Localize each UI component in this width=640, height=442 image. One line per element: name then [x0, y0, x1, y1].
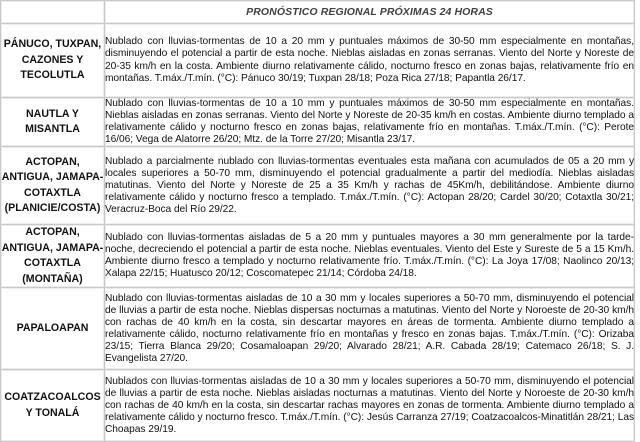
- table-row: [1, 225, 635, 288]
- region-name: ACTOPAN, ANTIGUA, JAMAPA-COTAXTLA (PLANICIE/COSTA): [1, 147, 105, 225]
- forecast-text: Nublado con lluvias-tormentas de 10 a 20 mm y puntuales máximos de 30-50 mm especialmente en montañas, disminuyendo el potencial a partir de esta noche. Nieblas aisladas en zonas serranas. Viento del Norte y Noreste de 20-35 km/h en la costa. Ambiente diurno relativamente cálido, nocturno fresco en zonas bajas, relativamente frío en montañas. T.máx./T.mín. (°C): Pánuco 30/19; Tuxpan 28/18; Poza Rica 27/18; Papantla 26/17.: [105, 24, 635, 98]
- forecast-text: Nublados con lluvias-tormentas aisladas de 10 a 30 mm y locales superiores a 50-70 mm, disminuyendo el potencial de lluvias a partir de esta noche. Nieblas aisladas nocturnas a matutinas. Viento del Norte y Noroeste de 20-30 km/h con rachas de 40 km/h en la costa, sin descartar rachas mayores en zonas de tormenta. Ambiente diurno templado a relativamente cálido y nocturno fresco. T.máx./T.mín. (°C): Jesús Carranza 27/19; Coatzacoalcos-Minatitlán 28/21; Las Choapas 29/19.: [105, 370, 635, 442]
- region-name: NAUTLA Y MISANTLA: [1, 98, 105, 147]
- table-header-row: [1, 1, 635, 24]
- table-row: [1, 147, 635, 225]
- table-row: [1, 24, 635, 98]
- table-row: [1, 98, 635, 147]
- forecast-text: Nublado con lluvias-tormentas aisladas de 10 a 30 mm y locales superiores a 50-70 mm, disminuyendo el potencial de lluvias a partir de esta noche. Nieblas dispersas nocturnas a matutinas. Viento del Norte y Noroeste de 20-30 km/h con rachas de 40 km/h en la costa, sin descartar mayores en áreas de tormenta. Ambiente diurno templado a relativamente cálido, nocturno relativamente frío en montañas y fresco en zonas bajas. T.máx./T.mín. (°C): Orizaba 23/15; Tierra Blanca 29/20; Cosamaloapan 29/20; Alvarado 28/21; A.R. Cabada 28/19; Catemaco 26/18; S. J. Evangelista 27/20.: [105, 288, 635, 370]
- region-name: PÁNUCO, TUXPAN, CAZONES Y TECOLUTLA: [1, 24, 105, 98]
- table-title: PRONÓSTICO REGIONAL PRÓXIMAS 24 HORAS: [105, 1, 635, 24]
- region-name: COATZACOALCOS Y TONALÁ: [1, 370, 105, 442]
- table-row: [1, 288, 635, 370]
- forecast-text: Nublado con lluvias-tormentas de 10 a 10 mm y puntuales máximos de 30-50 mm especialmente en montañas. Nieblas aisladas en zonas serranas. Viento del Norte y Noreste de 20-35 km/h en costas. Ambiente diurno templado a relativamente cálido y nocturno fresco en zonas bajas, relativamente frío en montañas. T.máx./T.mín. (°C): Perote 16/06; Vega de Alatorre 26/20; Mtz. de la Torre 27/20; Misantla 23/17.: [105, 98, 634, 146]
- forecast-text: Nublado con lluvias-tormentas aisladas de 5 a 20 mm y puntuales mayores a 30 mm generalmente por la tarde-noche, decreciendo el potencial a partir de esta noche. Nieblas eventuales. Viento del Este y Sureste de 5 a 15 Km/h. Ambiente diurno fresco a templado y nocturno relativamente frío. T.máx./T.mín. (°C): La Joya 17/08; Naolinco 20/13; Xalapa 22/15; Huatusco 20/12; Coscomatepec 21/14; Córdoba 24/18.: [105, 225, 635, 288]
- region-name: ACTOPAN, ANTIGUA, JAMAPA-COTAXTLA (MONTAÑA): [1, 225, 105, 288]
- table-row: [1, 370, 635, 442]
- region-name: PAPALOAPAN: [1, 288, 105, 370]
- forecast-text: Nublado a parcialmente nublado con lluvias-tormentas eventuales esta mañana con acumulados de 05 a 20 mm y locales superiores a 50-70 mm, disminuyendo el potencial gradualmente a partir del mediodía. Nieblas aisladas matutinas. Viento del Norte y Noreste de 25 a 35 Km/h y rachas de 45Km/h, debilitándose. Ambiente diurno relativamente cálido y nocturno fresco a templado. T.máx./T.mín. (°C): Actopan 28/20; Cardel 30/20; Cotaxtla 30/21; Veracruz-Boca del Río 29/22.: [105, 147, 635, 225]
- header-empty-cell: [1, 1, 105, 24]
